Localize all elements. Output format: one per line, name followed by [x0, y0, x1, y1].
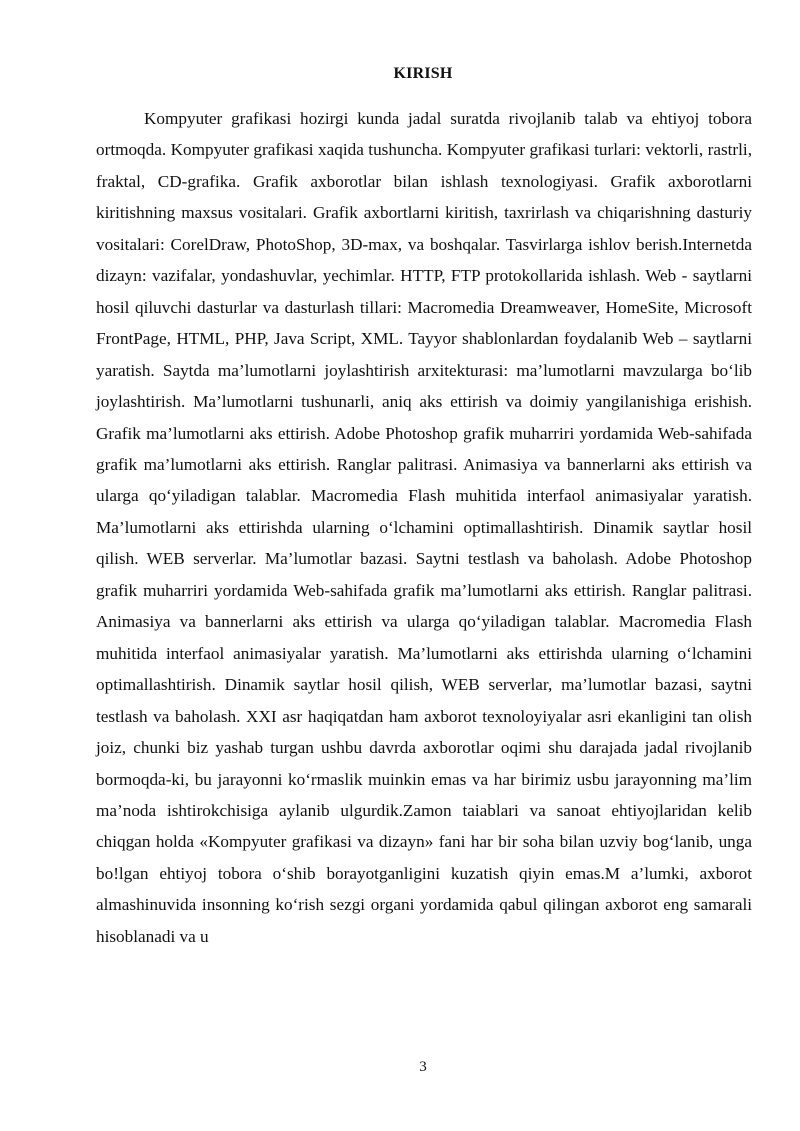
- page-number: 3: [419, 1059, 427, 1075]
- section-heading: KIRISH: [393, 65, 453, 82]
- body-paragraph: Kompyuter grafikasi hozirgi kunda jadal suratda rivojlanib talab va ehtiyoj tobora ortmoqda. Kompyuter grafikasi xaqida tushuncha. Kompyuter grafikasi turlari: vektorli, rastrli, fraktal, CD-grafika. Grafik axborotlar bilan ishlash texnologiyasi. Grafik axborotlarni kiritishning maxsus vositalari. Grafik axbortlarni kiritish, taxrirlash va chiqarishning dasturiy vositalari: CorelDraw, PhotoShop, 3D-max, va boshqalar. Tasvirlarga ishlov berish.Internetda dizayn: vazifalar, yondashuvlar, yechimlar. HTTP, FTP protokollarida ishlash. Web - saytlarni hosil qiluvchi dasturlar va dasturlash tillari: Macromedia Dreamweaver, HomeSite, Microsoft FrontPage, HTML, PHP, Java Script, XML. Tayyor shablonlardan foydalanib Web – saytlarni yaratish. Saytda ma’lumotlarni joylashtirish arxitekturasi: ma’lumotlarni mavzularga bo‘lib joylashtirish. Ma’lumotlarni tushunarli, aniq aks ettirish va doimiy yangilanishiga erishish. Grafik ma’lumotlarni aks ettirish. Adobe Photoshop grafik muharriri yordamida Web-sahifada grafik ma’lumotlarni aks ettirish. Ranglar palitrasi. Animasiya va bannerlarni aks ettirish va ularga qo‘yiladigan talablar. Macromedia Flash muhitida interfaol animasiyalar yaratish. Ma’lumotlarni aks ettirishda ularning o‘lchamini optimallashtirish. Dinamik saytlar hosil qilish. WEB serverlar. Ma’lumotlar bazasi. Saytni testlash va baholash. Adobe Photoshop grafik muharriri yordamida Web-sahifada grafik ma’lumotlarni aks ettirish. Ranglar palitrasi. Animasiya va bannerlarni aks ettirish va ularga qo‘yiladigan talablar. Macromedia Flash muhitida interfaol animasiyalar yaratish. Ma’lumotlarni aks ettirishda ularning o‘lchamini optimallashtirish. Dinamik saytlar hosil qilish, WEB serverlar, ma’lumotlar bazasi, saytni testlash va baholash. XXI asr haqiqatdan ham axborot texnoloyiyalar asri ekanligini tan olish joiz, chunki biz yashab turgan ushbu davrda axborotlar oqimi shu darajada jadal rivojlanib bormoqda-ki, bu jarayonni ko‘rmaslik muinkin emas va har birimiz usbu jarayonning ma’lim ma’noda ishtirokchisiga aylanib ulgurdik.Zamon taiablari va sanoat ehtiyojlaridan kelib chiqgan holda «Kompyuter grafikasi va dizayn» fani har bir soha bilan uzviy bog‘lanib, unga bo!lgan ehtiyoj tobora o‘shib borayotganligini kuzatish qiyin emas.M a’lumki, axborot almashinuvida insonning ko‘rish sezgi organi yordamida qabul qilingan axborot eng samarali hisoblanadi va u: [96, 109, 752, 946]
